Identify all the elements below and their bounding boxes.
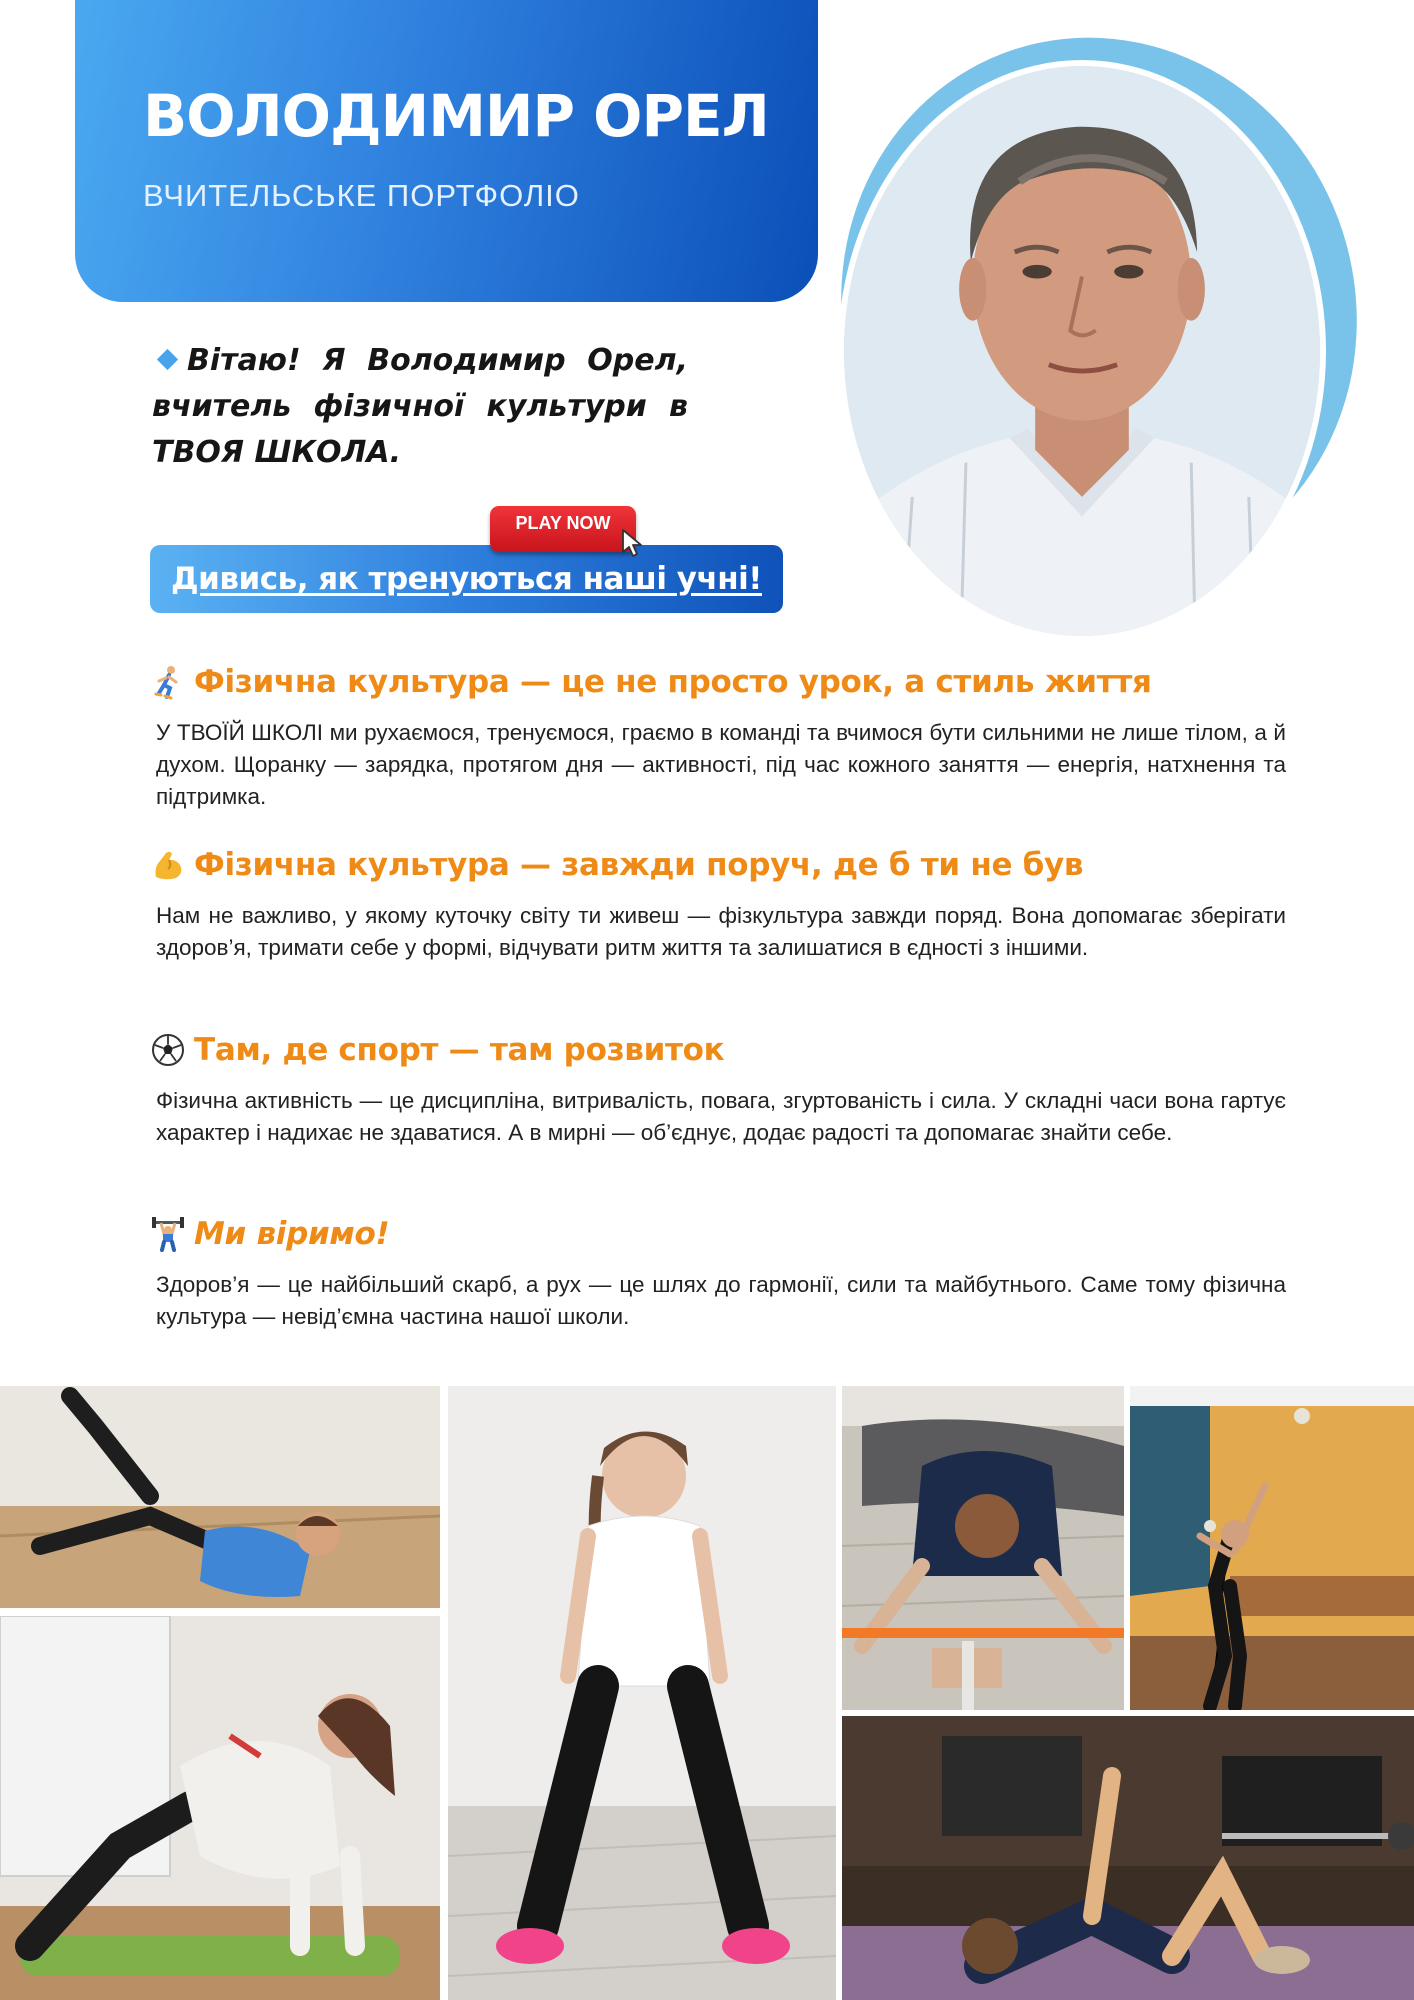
runner-icon [150,664,186,700]
section-title-text: Фізична культура — це не просто урок, а стиль життя [194,664,1152,700]
students-training-video-link[interactable]: Дивись, як тренуються наші учні! [150,545,783,613]
section-development [150,1032,1286,1149]
section-title [150,1216,1286,1252]
flexed-biceps-icon [150,847,186,883]
section-lifestyle [150,664,1286,813]
section-title-text: Ми віримо! [194,1216,390,1252]
section-title [150,1032,1286,1068]
diamond-icon [157,349,178,370]
play-now-badge[interactable]: PLAY NOW [490,506,636,552]
header-banner [75,0,818,302]
teacher-portrait [838,60,1326,642]
section-title [150,664,1286,700]
section-body: Фізична активність — це дисципліна, витривалість, повага, згуртованість і сила. У складні часи вона гартує характер і надихає не здаватися. А в мирні — об’єднує, додає радості та допомагає знайти себе. [156,1088,1286,1145]
section-always-near [150,847,1286,964]
photo-girl-standing [448,1386,836,2000]
section-body: Здоров’я — це найбільший скарб, а рух — це шлях до гармонії, сили та майбутнього. Саме тому фізична культура — невід’ємна частина нашої школи. [156,1272,1286,1329]
photo-volleyball-gym [1130,1386,1414,1710]
section-we-believe [150,1216,1286,1333]
section-body: У ТВОЇЙ ШКОЛІ ми рухаємося, тренуємося, граємо в команді та вчимося бути сильними не лише тілом, а й духом. Щоранку — зарядка, протягом дня — активності, під час кожного заняття — енергія, натхнення та підтримка. [156,720,1286,809]
section-body: Нам не важливо, у якому куточку світу ти живеш — фізкультура завжди поряд. Вона допомагає зберігати здоров’я, тримати себе у формі, відчувати ритм життя та залишатися в єдності з іншими. [156,903,1286,960]
intro-greeting: Вітаю! Я Володимир Орел, вчитель фізичної культури в ТВОЯ ШКОЛА. [152,343,688,470]
photo-boy-crunch-gym [842,1716,1414,2000]
section-title-text: Там, де спорт — там розвиток [194,1032,725,1068]
photo-boy-stretching [842,1386,1124,1710]
intro-text [152,338,688,476]
photo-boy-leg-raise [0,1386,440,1608]
soccer-ball-icon [150,1032,186,1068]
weightlifter-icon [150,1216,186,1252]
section-title-text: Фізична культура — завжди поруч, де б ти не був [194,847,1084,883]
photo-girl-plank [0,1616,440,2000]
portfolio-subtitle: ВЧИТЕЛЬСЬКЕ ПОРТФОЛІО [143,178,580,213]
teacher-name: ВОЛОДИМИР ОРЕЛ [143,82,769,150]
section-title [150,847,1286,883]
cursor-icon [620,528,646,558]
